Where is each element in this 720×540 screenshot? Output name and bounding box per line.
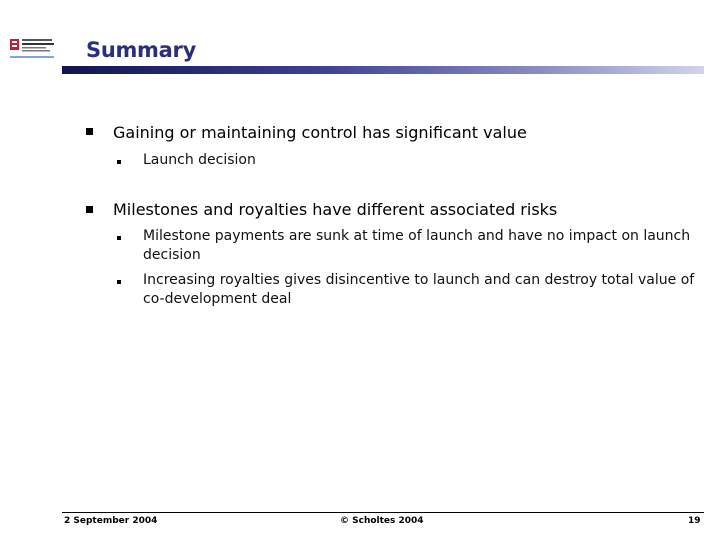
sub-bullet-item: Increasing royalties gives disincentive to launch and can destroy total value of co-development deal <box>143 272 695 307</box>
logo-wordmark <box>22 39 54 52</box>
crest-shield <box>10 39 19 50</box>
footer-date: 2 September 2004 <box>64 516 158 526</box>
footer-divider <box>62 512 704 513</box>
footer-copyright: © Scholtes 2004 <box>340 516 424 526</box>
sub-bullet-item: Milestone payments are sunk at time of launch and have no impact on launch decision <box>143 228 691 263</box>
bullet-marker <box>86 206 93 213</box>
university-logo <box>8 36 58 66</box>
bullet-marker <box>86 128 93 135</box>
bullet-item: Milestones and royalties have different associated risks <box>113 200 558 219</box>
sub-bullet-marker <box>117 160 121 164</box>
page-number: 19 <box>688 516 701 526</box>
bullet-item: Gaining or maintaining control has significant value <box>113 123 527 142</box>
sub-bullet-item: Launch decision <box>143 152 256 168</box>
title-bar <box>62 66 704 74</box>
sub-bullet-marker <box>117 236 121 240</box>
sub-bullet-marker <box>117 280 121 284</box>
slide-title: Summary <box>86 38 196 62</box>
logo-underline <box>10 56 54 58</box>
